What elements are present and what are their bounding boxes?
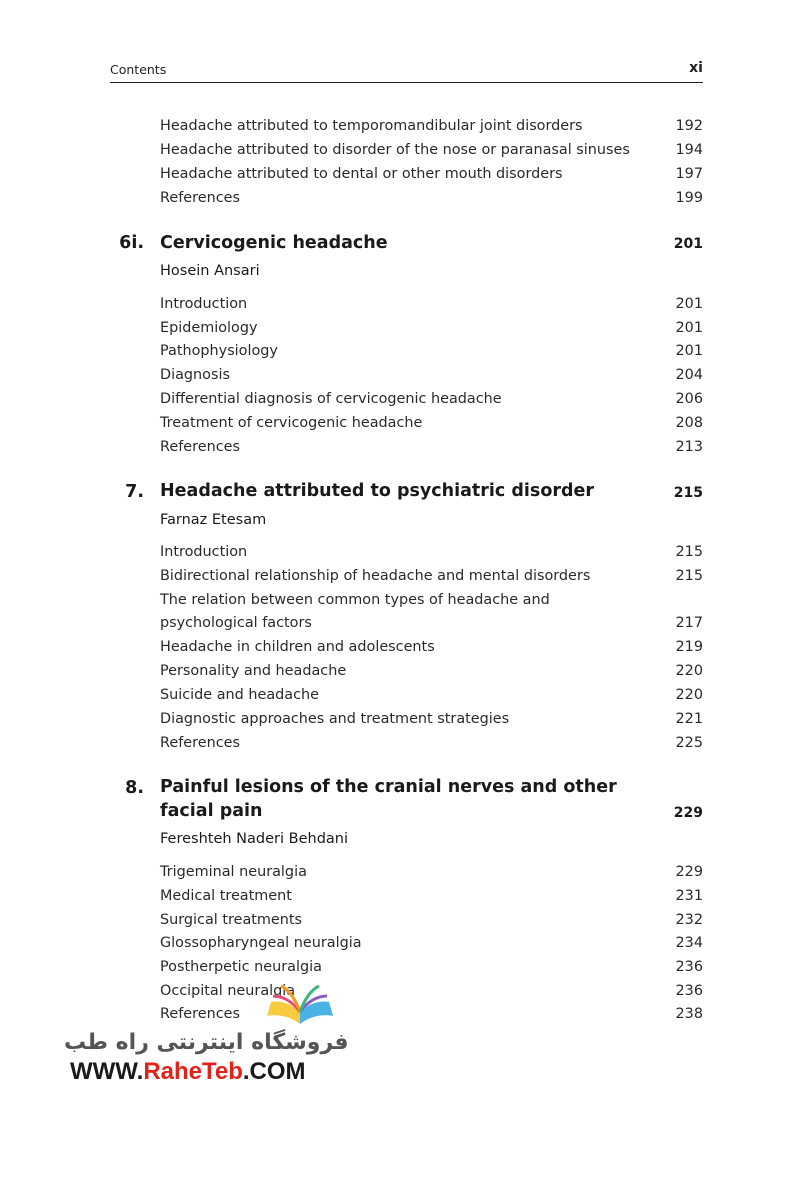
- toc-entry-page: 229: [675, 864, 703, 880]
- toc-entry[interactable]: [160, 686, 703, 704]
- toc-entry[interactable]: [160, 911, 703, 929]
- toc-entry-page: 236: [675, 959, 703, 975]
- toc-entry-label: Introduction: [160, 544, 248, 560]
- toc-entry-page: 208: [675, 415, 703, 431]
- watermark-url-prefix: WWW.: [70, 1058, 144, 1085]
- toc-entry-label: Treatment of cervicogenic headache: [160, 415, 423, 431]
- toc-entry-label: References: [160, 439, 240, 455]
- chapter-title[interactable]: Headache attributed to psychiatric disorder: [160, 481, 595, 501]
- toc-entry[interactable]: [160, 390, 703, 408]
- toc-entry-page: 238: [675, 1006, 703, 1022]
- chapter-title-line-2[interactable]: facial pain: [160, 801, 263, 821]
- toc-entry[interactable]: [160, 614, 703, 632]
- chapter-author: Fereshteh Naderi Behdani: [160, 831, 349, 847]
- toc-entry-label: References: [160, 1006, 240, 1022]
- toc-entry-page: 206: [675, 391, 703, 407]
- header-page-number: xi: [689, 60, 703, 76]
- toc-entry[interactable]: [160, 863, 703, 881]
- toc-entry[interactable]: [160, 438, 703, 456]
- chapter-title[interactable]: Cervicogenic headache: [160, 233, 388, 253]
- toc-entry[interactable]: [160, 982, 703, 1000]
- toc-entry[interactable]: [160, 189, 703, 207]
- toc-entry[interactable]: [160, 591, 703, 609]
- chapter-author: Farnaz Etesam: [160, 512, 267, 528]
- toc-entry-page: 204: [675, 367, 703, 383]
- toc-entry-page: 215: [675, 568, 703, 584]
- watermark-url-brand: RaheTeb: [143, 1058, 243, 1085]
- toc-entry-page: 225: [675, 735, 703, 751]
- toc-entry-label: Pathophysiology: [160, 343, 278, 359]
- toc-entry[interactable]: [160, 734, 703, 752]
- toc-entry-page: 236: [675, 983, 703, 999]
- toc-entry[interactable]: [160, 543, 703, 561]
- toc-entry-page: 231: [675, 888, 703, 904]
- watermark-url-suffix: .COM: [242, 1058, 306, 1085]
- toc-entry[interactable]: [160, 638, 703, 656]
- toc-entry-label: Headache attributed to dental or other mouth disorders: [160, 166, 563, 182]
- toc-entry[interactable]: [160, 934, 703, 952]
- toc-entry[interactable]: [160, 295, 703, 313]
- toc-entry-page: 220: [675, 663, 703, 679]
- toc-entry-label: Introduction: [160, 296, 248, 312]
- chapter-number: 7.: [125, 482, 144, 502]
- toc-entry-page: 220: [675, 687, 703, 703]
- toc-entry-label: Personality and headache: [160, 663, 347, 679]
- toc-entry[interactable]: [160, 1005, 703, 1023]
- toc-entry-page: 201: [675, 320, 703, 336]
- toc-entry-label: Bidirectional relationship of headache and mental disorders: [160, 568, 591, 584]
- toc-entry-label: References: [160, 190, 240, 206]
- toc-entry-label: Headache in children and adolescents: [160, 639, 435, 655]
- toc-entry[interactable]: [160, 567, 703, 585]
- toc-entry[interactable]: [160, 141, 703, 159]
- toc-entry[interactable]: [160, 414, 703, 432]
- toc-entry[interactable]: [160, 662, 703, 680]
- toc-entry-page: 215: [675, 544, 703, 560]
- toc-entry-label: Glossopharyngeal neuralgia: [160, 935, 362, 951]
- toc-entry[interactable]: [160, 319, 703, 337]
- toc-entry-page: 217: [675, 615, 703, 631]
- toc-entry-label: Trigeminal neuralgia: [160, 864, 307, 880]
- toc-entry[interactable]: [160, 366, 703, 384]
- toc-entry[interactable]: [160, 117, 703, 135]
- chapter-number: 6i.: [119, 233, 144, 253]
- toc-entry-label: The relation between common types of headache and: [160, 592, 550, 608]
- toc-entry-label: Postherpetic neuralgia: [160, 959, 322, 975]
- toc-entry-label: Differential diagnosis of cervicogenic headache: [160, 391, 502, 407]
- chapter-title-line-1[interactable]: Painful lesions of the cranial nerves and other: [160, 777, 617, 797]
- open-book-logo-icon: [265, 982, 335, 1030]
- toc-entry-label: Medical treatment: [160, 888, 292, 904]
- toc-entry-page: 201: [675, 296, 703, 312]
- running-header: [110, 62, 703, 83]
- toc-entry-page: 234: [675, 935, 703, 951]
- watermark-url[interactable]: [70, 1058, 306, 1086]
- toc-entry-page: 199: [675, 190, 703, 206]
- toc-entry-label: Diagnostic approaches and treatment strategies: [160, 711, 510, 727]
- chapter-number: 8.: [125, 778, 144, 798]
- toc-entry-label: Occipital neuralgia: [160, 983, 296, 999]
- toc-entry-label: Epidemiology: [160, 320, 258, 336]
- toc-entry-label: Diagnosis: [160, 367, 230, 383]
- chapter-author: Hosein Ansari: [160, 263, 260, 279]
- chapter-page: 215: [673, 485, 703, 501]
- toc-entry-page: 194: [675, 142, 703, 158]
- watermark-persian-text: فروشگاه اینترنتی راه طب: [64, 1030, 349, 1055]
- toc-entry[interactable]: [160, 958, 703, 976]
- toc-entry-label: Surgical treatments: [160, 912, 303, 928]
- toc-entry[interactable]: [160, 887, 703, 905]
- chapter-page: 229: [673, 805, 703, 821]
- toc-entry[interactable]: [160, 342, 703, 360]
- toc-entry-label: Suicide and headache: [160, 687, 320, 703]
- chapter-page: 201: [673, 236, 703, 252]
- toc-entry-page: 219: [675, 639, 703, 655]
- header-section-title: Contents: [110, 62, 167, 77]
- toc-entry-page: 221: [675, 711, 703, 727]
- toc-entry[interactable]: [160, 165, 703, 183]
- toc-entry-page: 192: [675, 118, 703, 134]
- toc-entry-label: Headache attributed to disorder of the nose or paranasal sinuses: [160, 142, 630, 158]
- toc-entry[interactable]: [160, 710, 703, 728]
- toc-entry-label: References: [160, 735, 240, 751]
- toc-entry-page: 213: [675, 439, 703, 455]
- toc-entry-page: 232: [675, 912, 703, 928]
- toc-entry-page: 197: [675, 166, 703, 182]
- toc-entry-label: Headache attributed to temporomandibular joint disorders: [160, 118, 583, 134]
- toc-entry-page: 201: [675, 343, 703, 359]
- toc-entry-label: psychological factors: [160, 615, 312, 631]
